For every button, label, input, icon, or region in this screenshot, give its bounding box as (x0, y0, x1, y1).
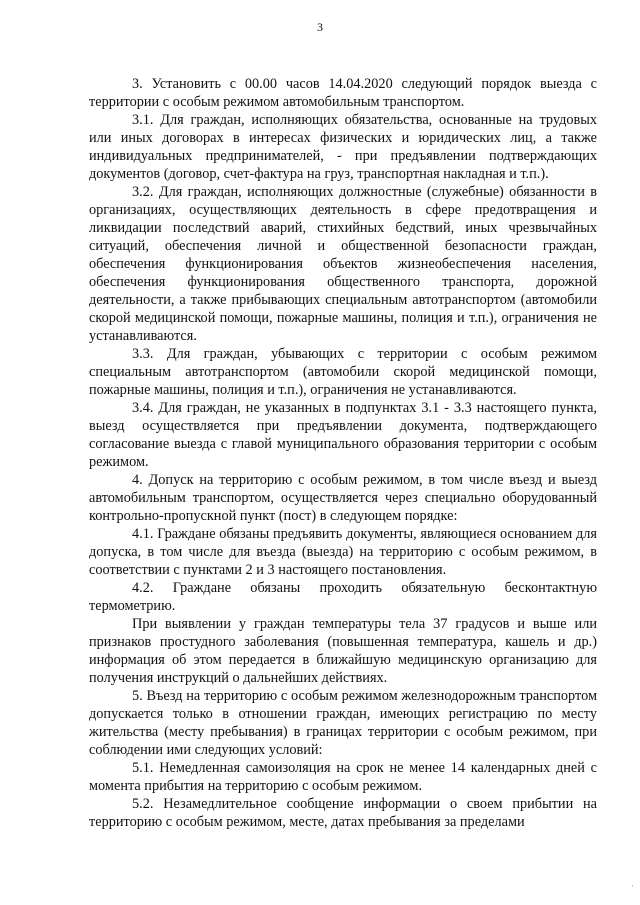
paragraph-5-1: 5.1. Немедленная самоизоляция на срок не менее 14 календарных дней с момента прибытия на территорию с особым режимом. (89, 760, 597, 794)
paragraph-3: 3. Установить с 00.00 часов 14.04.2020 следующий порядок выезда с территории с особым режимом автомобильным транспортом. (89, 76, 597, 110)
paragraph-3-3: 3.3. Для граждан, убывающих с территории с особым режимом специальным автотранспортом (автомобили скорой медицинской помощи, пожарные машины, полиция и т.п.), ограничения не устанавливаются. (89, 346, 597, 398)
paragraph-3-1: 3.1. Для граждан, исполняющих обязательства, основанные на трудовых или иных договорах в интересах физических и юридических лиц, а также индивидуальных предпринимателей, - при предъявлении подтверждающих документов (договор, счет-фактура на груз, транспортная накладная и т.п.). (89, 112, 597, 182)
paragraph-4: 4. Допуск на территорию с особым режимом, в том числе въезд и выезд автомобильным транспортом, осуществляется через специально оборудованный контрольно-пропускной пункт (пост) в следующем порядке: (89, 472, 597, 524)
document-body (89, 75, 597, 831)
paragraph-5: 5. Въезд на территорию с особым режимом железнодорожным транспортом допускается только в отношении граждан, имеющих регистрацию по месту жительства (месту пребывания) в границах территории с особым режимом, при соблюдении ими следующих условий: (89, 688, 597, 758)
paragraph-4-1: 4.1. Граждане обязаны предъявить документы, являющиеся основанием для допуска, в том числе для въезда (выезда) на территорию с особым режимом, в соответствии с пунктами 2 и 3 настоящего постановления. (89, 526, 597, 578)
scan-mark: · (631, 881, 634, 891)
paragraph-3-2: 3.2. Для граждан, исполняющих должностные (служебные) обязанности в организациях, осуществляющих деятельность в сфере предотвращения и ликвидации последствий аварий, стихийных бедствий, иных чрезвычайных ситуаций, обеспечения личной и общественной безопасности граждан, обеспечения функционирования объектов жизнеобеспечения населения, обеспечения функционирования общественного транспорта, дорожной деятельности, а также прибывающих специальным автотранспортом (автомобили скорой медицинской помощи, пожарные машины, полиция и т.п.), ограничения не устанавливаются. (89, 184, 597, 344)
paragraph-temperature: При выявлении у граждан температуры тела 37 градусов и выше или признаков простудного заболевания (повышенная температура, кашель и др.) информация об этом передается в ближайшую медицинскую организацию для получения инструкций о дальнейших действиях. (89, 616, 597, 686)
paragraph-5-2: 5.2. Незамедлительное сообщение информации о своем прибытии на территорию с особым режимом, месте, датах пребывания за пределами (89, 796, 597, 830)
paragraph-3-4: 3.4. Для граждан, не указанных в подпунктах 3.1 - 3.3 настоящего пункта, выезд осуществляется при предъявлении документа, подтверждающего согласование выезда с главой муниципального образования территории с особым режимом. (89, 400, 597, 470)
page-number: 3 (317, 20, 323, 34)
paragraph-4-2: 4.2. Граждане обязаны проходить обязательную бесконтактную термометрию. (89, 580, 597, 614)
